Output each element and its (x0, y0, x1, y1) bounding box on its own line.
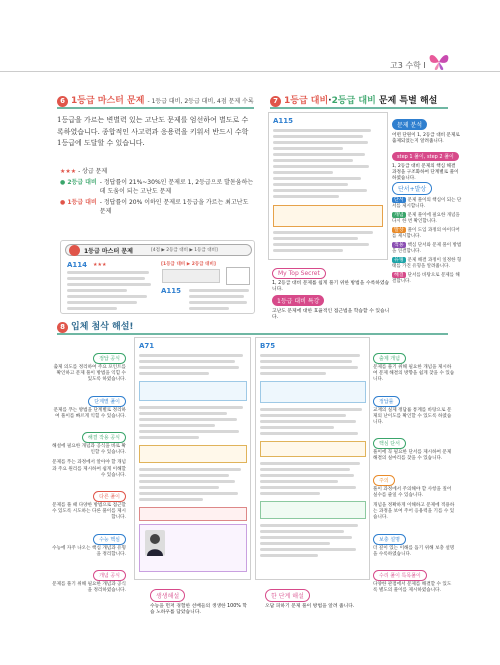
plus-item-text: 풀이 도입 과정의 아이디어를 제시합니다. (392, 228, 460, 239)
callout-text: 해설에 필요한 개념과 공식을 바로 확인할 수 있습니다. (52, 444, 126, 456)
sec8-title (57, 319, 134, 333)
callout-title: 단계별 풀이 (88, 396, 126, 407)
feature-lecture (272, 288, 392, 322)
plus-item-tag: 단서 (394, 197, 404, 203)
plus-item (392, 212, 462, 225)
sec6-rule (57, 107, 254, 109)
sec7-title-a: 1등급 대비 (284, 96, 329, 106)
callout-text: 개념을 정확하게 이해하고 문제에 적용하는 과정을 보여 주어 응용력을 기를 수 있습니다. (373, 503, 455, 521)
sec6-sample-page (60, 240, 255, 314)
plus-item (392, 227, 462, 240)
sec7-number: 7 (270, 96, 281, 107)
sec6-desc: 1등급을 가르는 변별력 있는 고난도 문제를 엄선하여 별도로 수록하였습니다. 종합적인 사고력과 응용력을 키워서 반드시 수학 1등급에 도달할 수 있습니다. (57, 116, 249, 147)
plus-item-tag: 유형 (394, 257, 404, 263)
callout-item (373, 467, 455, 499)
callout-item (52, 345, 126, 384)
plus-item (392, 197, 462, 210)
callout-text: 문제를 푸는 방법을 단계별로 정리하여 풀이를 빠르게 익힐 수 있습니다. (53, 407, 126, 419)
plus-item (392, 257, 462, 270)
sample-banner-note: [4점 ▶ 2등급 대비 ▶ 1등급 대비] (151, 248, 218, 253)
callout-steps-title: step 1 풀이, step 2 풀이 (392, 152, 459, 161)
bottom-left-callout (150, 583, 250, 617)
sec7-sample-number: A115 (273, 117, 294, 125)
callout-title: 정답 공식 (93, 353, 126, 364)
callout-problem-text: 어떤 단원이 1, 2등급 대비 문제로 출제되었는지 알려줍니다. (392, 133, 460, 144)
sample-right-number: A115 (161, 287, 182, 295)
page-right-number: B75 (260, 342, 276, 350)
sample-badge-icon (69, 245, 80, 256)
bottom-right-title: 한 단계 해설 (265, 589, 310, 602)
callout-item (373, 526, 455, 558)
plus-item (392, 272, 462, 285)
legend1-text: - 정답률이 20% 이하인 문제로 1등급을 가르는 최고난도 문제 (99, 199, 249, 215)
bottom-right-callout (265, 583, 365, 610)
callout-title: 핵심 단서 (373, 438, 406, 449)
callout-title: 수능 핵심 (93, 534, 126, 545)
callout-plus (392, 176, 462, 287)
legend2-text: - 정답률이 21%~30%인 문제로 1, 2등급으로 발돋움하는 데 도움이 되는 고난도 문제 (99, 179, 254, 195)
callout-title: 출제 개념 (373, 353, 406, 364)
sample-banner: 1등급 마스터 문제 (84, 248, 133, 255)
bottom-left-title: 생생해설 (150, 589, 185, 602)
plus-item-tag: 적용 (394, 242, 404, 248)
sec8-page-right (255, 337, 370, 580)
callout-text: 문제를 풀기 위해 필요한 개념을 제시하여 문제 해결의 방향을 쉽게 찾을 수 있습니다. (373, 365, 455, 383)
bottom-right-text: 오답 피하기 문제 풀이 방법을 알려 줍니다. (265, 604, 355, 609)
sec6-title-sub: - 1등급 대비, 2등급 대비, 4점 문제 수록 (147, 98, 254, 105)
callout-problem-title: 문제 분석 (392, 119, 427, 130)
sample-right-tag: [1등급 대비 ▶ 2등급 대비] (161, 262, 216, 267)
callout-plus-title: 단서+발상 (392, 182, 432, 195)
callout-item (373, 430, 455, 462)
callout-steps-text: 1, 2등급 대비 문제의 핵심 해결 과정을 구조화하여 단계별로 풀이하였습니다. (392, 164, 459, 181)
butterfly-icon (428, 52, 450, 72)
callout-text: 문제를 푸는 과정에서 알아야 할 개념과 주요 원리를 제시하여 쉽게 이해할 수 있습니다. (52, 460, 126, 478)
header-rule (0, 71, 500, 72)
legend-star-text: - 상급 문제 (78, 168, 108, 175)
sec7-title-d: 문제 특별 해설 (378, 96, 438, 106)
callout-text: 더 깊이 있는 이해를 돕기 위해 보충 설명을 수록하였습니다. (373, 545, 455, 557)
callout-item (373, 388, 455, 427)
sec6-legend: ★★★ - 상급 문제 ● 2등급 대비 - 정답률이 21%~30%인 문제로 1, 2등급으로 발돋움하는 데 도움이 되는 고난도 문제 ● 1등급 대비 - 정답률이 20% 이하인 문제로 1등급을 가르는 최고난도 문제 (60, 168, 254, 215)
callout-text: 풀이에 꼭 필요한 단서를 제시하여 문제 해결의 실마리를 찾을 수 있습니다. (373, 450, 452, 462)
callout-item (373, 503, 455, 522)
callout-title: 보충 설명 (373, 534, 406, 545)
callout-item (373, 562, 455, 594)
right-callouts (373, 345, 455, 598)
plus-item-tag: 개념 (394, 212, 404, 218)
sec6-title-main: 1등급 마스터 문제 (71, 96, 145, 106)
feature-title: 1등급 대비 특강 (272, 295, 324, 306)
callout-item (52, 562, 126, 594)
sec8-number: 8 (57, 322, 68, 333)
plus-item-text: 문제 풀이의 핵심이 되는 단서를 제시합니다. (392, 198, 462, 209)
page-left-number: A71 (139, 342, 155, 350)
sec7-title-c: 2등급 대비 (331, 96, 376, 106)
callout-item (52, 483, 126, 522)
callout-text: 문제를 풀 때 다양한 방법으로 접근할 수 있도록 시도하는 다른 풀이를 제시합니다. (52, 503, 126, 521)
legend1-label: 1등급 대비 (67, 199, 97, 206)
callout-text: 출제 의도를 정리하여 주요 포인트를 확인하고 문제 풀이 방법을 익힐 수 있도록 하였습니다. (53, 365, 126, 383)
callout-item (52, 424, 126, 456)
callout-item (52, 460, 126, 479)
callout-text: 풀이 과정에서 주의해야 할 사항을 짚어 실수를 줄일 수 있습니다. (373, 486, 452, 498)
sec8-page-left (134, 337, 251, 580)
plus-item-text: 핵심 단서와 문제 풀이 방법을 연결합니다. (392, 243, 462, 254)
callout-problem (392, 112, 460, 145)
sec6-number: 6 (57, 96, 68, 107)
callout-title: 개념 공식 (93, 570, 126, 581)
plus-item-tag: 발상 (394, 227, 404, 233)
feature-text: 고난도 문제에 대한 효율적인 접근법을 학습할 수 있습니다. (272, 309, 390, 321)
sec6-title (57, 93, 254, 107)
bottom-left-text: 수능을 먼저 경험한 선배들의 생생한 100% 학습 노하우를 담았습니다. (150, 604, 248, 616)
left-callouts (52, 345, 126, 598)
plus-item-text: 단서를 바탕으로 문제를 해결합니다. (392, 273, 460, 284)
callout-text: 다양한 관점에서 문제를 해결할 수 있도록 별도의 풀이를 제시하였습니다. (373, 582, 452, 594)
callout-item (373, 345, 455, 384)
callout-text: 수능에 자주 나오는 핵심 개념과 유형을 정리합니다. (52, 545, 126, 557)
sample-left-stars: ★★★ (93, 262, 107, 268)
callout-title: 주의 (373, 475, 395, 486)
callout-text: 문제를 풀기 위해 필요한 개념과 공식을 정리하였습니다. (52, 582, 126, 594)
callout-title: 정답률 (373, 396, 400, 407)
sec7-title (270, 93, 437, 107)
sec7-sample-page (268, 112, 388, 260)
my-top-text: 1, 2등급 대비 문제를 쉽게 풀기 위한 방법을 수록하였습니다. (272, 281, 390, 293)
callout-title: 수리 풀이 특목풀이 (373, 570, 427, 581)
my-top-title: My Top Secret (272, 268, 326, 279)
header-title: 고3 수학 I (390, 61, 426, 70)
callout-text: 교재의 실제 정답률 통계를 바탕으로 문제의 난이도를 확인할 수 있도록 하였습니다. (373, 407, 452, 426)
student-photo (145, 530, 165, 556)
sec8-title-text: 입체 첨삭 해설! (71, 322, 134, 332)
star-icon: ★★★ (60, 168, 77, 175)
plus-item-text: 문제 해결 과정이 일정한 형태를 가진 유형을 알려줍니다. (392, 258, 462, 269)
callout-title: 해결 작용 공식 (82, 432, 126, 443)
callout-title: 다른 풀이 (93, 491, 126, 502)
plus-item (392, 242, 462, 255)
legend2-label: 2등급 대비 (67, 179, 97, 186)
plus-item-text: 문제 풀이에 필요한 개념을 다시 한 번 확인합니다. (392, 213, 460, 224)
plus-item-tag: 해결 (394, 272, 404, 278)
plus-list (392, 197, 462, 285)
sec7-title-b: · (328, 96, 332, 106)
sample-left-number: A114 (67, 261, 88, 269)
callout-item (52, 388, 126, 420)
sec7-rule (270, 107, 448, 109)
sec8-rule (57, 333, 448, 335)
callout-item (52, 526, 126, 558)
